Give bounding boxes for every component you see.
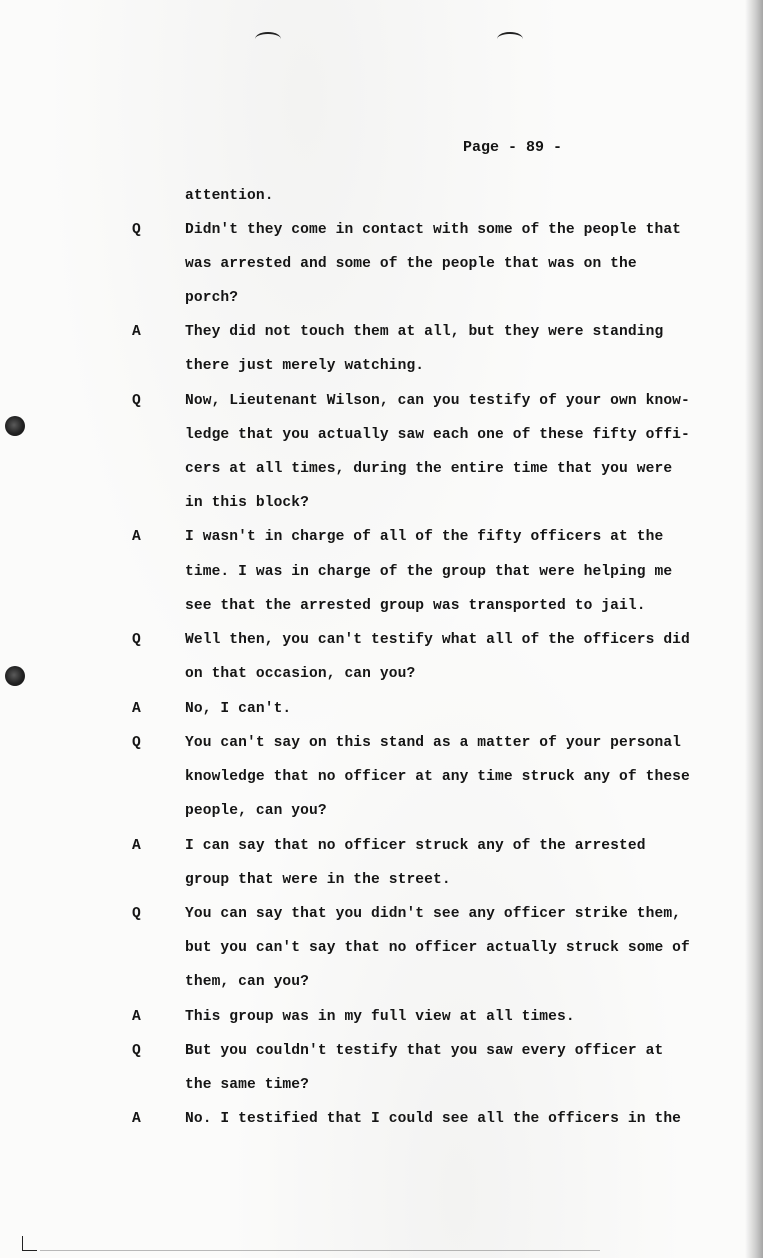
- speaker-label: Q: [132, 735, 141, 751]
- transcript-line: [0, 598, 763, 622]
- transcript-line: [0, 872, 763, 896]
- line-text: Well then, you can't testify what all of the officers did: [185, 632, 690, 648]
- speaker-label: A: [132, 529, 141, 545]
- line-text: You can say that you didn't see any officer strike them,: [185, 906, 682, 922]
- speaker-label: Q: [132, 1043, 141, 1059]
- speaker-label: Q: [132, 906, 141, 922]
- line-text: attention.: [185, 188, 274, 204]
- line-text: You can't say on this stand as a matter of your personal: [185, 735, 682, 751]
- transcript-line: [0, 358, 763, 382]
- transcript-line: [0, 1111, 763, 1135]
- speaker-label: A: [132, 1009, 141, 1025]
- line-text: cers at all times, during the entire time that you were: [185, 461, 673, 477]
- speaker-label: Q: [132, 393, 141, 409]
- transcript-line: [0, 1043, 763, 1067]
- line-text: people, can you?: [185, 803, 327, 819]
- speaker-label: Q: [132, 222, 141, 238]
- binder-ring-mark: [255, 32, 281, 46]
- line-text: group that were in the street.: [185, 872, 451, 888]
- speaker-label: Q: [132, 632, 141, 648]
- line-text: This group was in my full view at all times.: [185, 1009, 575, 1025]
- transcript-line: [0, 188, 763, 212]
- line-text: them, can you?: [185, 974, 310, 990]
- transcript-line: [0, 256, 763, 280]
- line-text: see that the arrested group was transported to jail.: [185, 598, 646, 614]
- speaker-label: A: [132, 838, 141, 854]
- transcript-line: [0, 769, 763, 793]
- line-text: but you can't say that no officer actually struck some of: [185, 940, 690, 956]
- line-text: ledge that you actually saw each one of these fifty offi-: [185, 427, 690, 443]
- line-text: Now, Lieutenant Wilson, can you testify of your own know-: [185, 393, 690, 409]
- transcript-line: [0, 495, 763, 519]
- transcript-line: [0, 529, 763, 553]
- line-text: I can say that no officer struck any of the arrested: [185, 838, 646, 854]
- speaker-label: A: [132, 1111, 141, 1127]
- transcript-line: [0, 393, 763, 417]
- line-text: there just merely watching.: [185, 358, 425, 374]
- binder-ring-mark: [497, 32, 523, 46]
- transcript-line: [0, 803, 763, 827]
- transcript-line: [0, 324, 763, 348]
- corner-mark: [22, 1236, 37, 1251]
- line-text: But you couldn't testify that you saw every officer at: [185, 1043, 664, 1059]
- line-text: Didn't they come in contact with some of the people that: [185, 222, 682, 238]
- transcript-line: [0, 940, 763, 964]
- line-text: the same time?: [185, 1077, 310, 1093]
- transcript-line: [0, 632, 763, 656]
- line-text: No. I testified that I could see all the officers in the: [185, 1111, 682, 1127]
- speaker-label: A: [132, 324, 141, 340]
- transcript-line: [0, 222, 763, 246]
- transcript-line: [0, 701, 763, 725]
- line-text: knowledge that no officer at any time struck any of these: [185, 769, 690, 785]
- transcript-line: [0, 838, 763, 862]
- page-number: Page - 89 -: [463, 139, 563, 156]
- bottom-rule: [40, 1250, 600, 1251]
- line-text: time. I was in charge of the group that were helping me: [185, 564, 673, 580]
- line-text: porch?: [185, 290, 239, 306]
- line-text: in this block?: [185, 495, 310, 511]
- transcript-line: [0, 1009, 763, 1033]
- transcript-line: [0, 906, 763, 930]
- line-text: I wasn't in charge of all of the fifty officers at the: [185, 529, 664, 545]
- transcript-line: [0, 290, 763, 314]
- line-text: on that occasion, can you?: [185, 666, 416, 682]
- transcript-line: [0, 427, 763, 451]
- transcript-line: [0, 666, 763, 690]
- transcript-line: [0, 735, 763, 759]
- line-text: No, I can't.: [185, 701, 292, 717]
- speaker-label: A: [132, 701, 141, 717]
- line-text: was arrested and some of the people that was on the: [185, 256, 637, 272]
- line-text: They did not touch them at all, but they were standing: [185, 324, 664, 340]
- transcript-line: [0, 974, 763, 998]
- transcript-line: [0, 461, 763, 485]
- transcript-line: [0, 564, 763, 588]
- transcript-line: [0, 1077, 763, 1101]
